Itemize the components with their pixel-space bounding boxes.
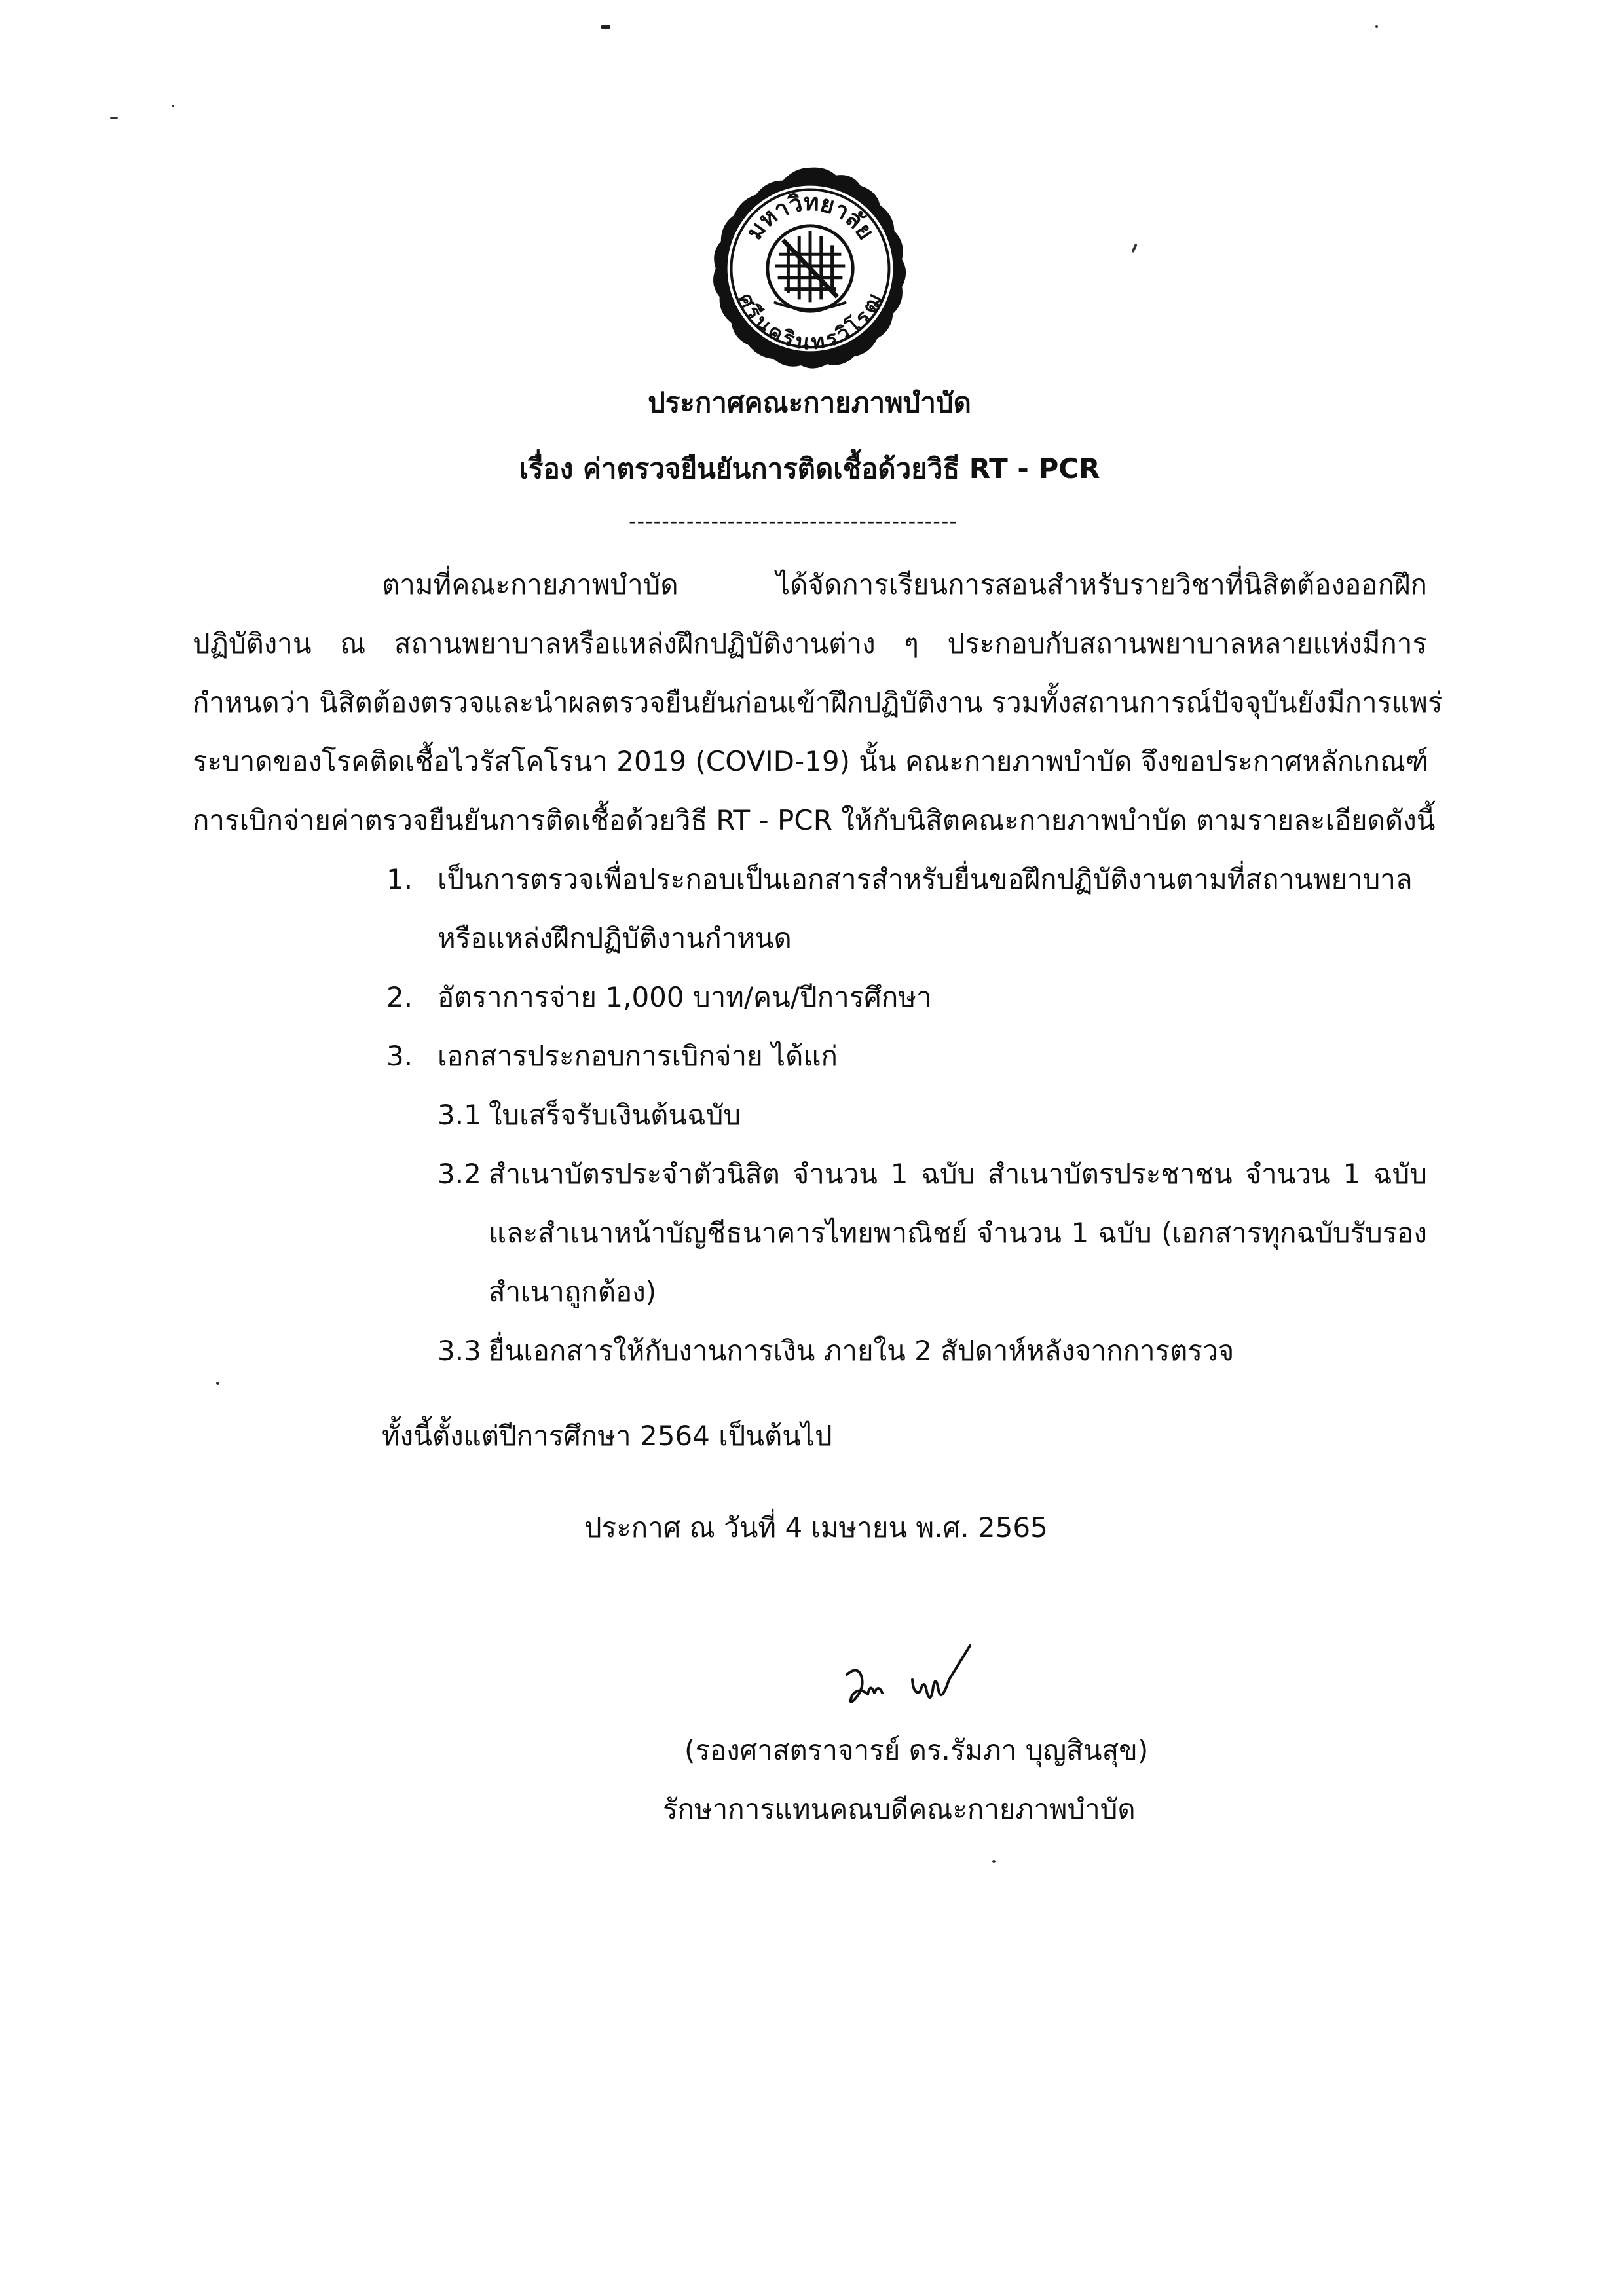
- paragraph-line: ปฏิบัติงาน ณ สถานพยาบาลหรือแหล่งฝึกปฏิบัติงานต่าง ๆ ประกอบกับสถานพยาบาลหลายแห่งมีการ: [193, 627, 1427, 659]
- scan-speck: [601, 25, 610, 29]
- list-item-text: เอกสารประกอบการเบิกจ่าย ได้แก่: [437, 1040, 838, 1072]
- paragraph-line: ตามที่คณะกายภาพบำบัด ได้จัดการเรียนการสอนสำหรับรายวิชาที่นิสิตต้องออกฝึก: [382, 568, 1427, 601]
- subitem-text: ใบเสร็จรับเงินต้นฉบับ: [489, 1099, 741, 1131]
- scan-speck: [1131, 244, 1138, 253]
- paragraph-line: กำหนดว่า นิสิตต้องตรวจและนำผลตรวจยืนยันก่อนเข้าฝึกปฏิบัติงาน รวมทั้งสถานการณ์ปัจจุบันยังมีการแพร่: [193, 686, 1443, 718]
- paragraph-line: การเบิกจ่ายค่าตรวจยืนยันการติดเชื้อด้วยวิธี RT - PCR ให้กับนิสิตคณะกายภาพบำบัด ตามรายละเอียดดังนี้: [193, 804, 1436, 836]
- heading-separator: ----------------------------------------: [629, 511, 958, 532]
- announcement-org: ประกาศคณะกายภาพบำบัด: [648, 386, 971, 418]
- scan-speck: [172, 105, 174, 107]
- subitem-text: ยื่นเอกสารให้กับงานการเงิน ภายใน 2 สัปดาห์หลังจากการตรวจ: [489, 1335, 1235, 1367]
- subitem-number: 3.1: [437, 1099, 481, 1131]
- subitem-number: 3.2: [437, 1158, 481, 1190]
- list-item-text: เป็นการตรวจเพื่อประกอบเป็นเอกสารสำหรับยื่นขอฝึกปฏิบัติงานตามที่สถานพยาบาล: [437, 863, 1413, 895]
- list-item-text: หรือแหล่งฝึกปฏิบัติงานกำหนด: [437, 922, 792, 954]
- paragraph-line: ระบาดของโรคติดเชื้อไวรัสโคโรนา 2019 (COVID-19) นั้น คณะกายภาพบำบัด จึงขอประกาศหลักเกณฑ์: [193, 745, 1428, 777]
- handwritten-signature: [828, 1640, 1025, 1729]
- seal-arc-bottom-text: ศรีนครินทรวิโรฒ: [733, 289, 887, 355]
- scan-speck: [1375, 25, 1378, 28]
- subitem-number: 3.3: [437, 1335, 481, 1367]
- scan-speck: [992, 1860, 996, 1863]
- subitem-text: และสำเนาหน้าบัญชีธนาคารไทยพาณิชย์ จำนวน 1 ฉบับ (เอกสารทุกฉบับรับรอง: [489, 1217, 1427, 1249]
- scan-speck: [216, 1382, 219, 1385]
- scan-speck: [110, 117, 118, 119]
- subitem-text: สำเนาถูกต้อง): [489, 1276, 657, 1308]
- announcement-subject: เรื่อง ค่าตรวจยืนยันการติดเชื้อด้วยวิธี RT - PCR: [519, 453, 1100, 485]
- list-item-text: อัตราการจ่าย 1,000 บาท/คน/ปีการศึกษา: [437, 981, 932, 1013]
- university-seal-logo: [707, 164, 914, 371]
- announcement-date: ประกาศ ณ วันที่ 4 เมษายน พ.ศ. 2565: [584, 1511, 1048, 1544]
- list-item-number: 2.: [386, 981, 413, 1013]
- signatory-position: รักษาการแทนคณบดีคณะกายภาพบำบัด: [663, 1793, 1136, 1825]
- subitem-text: สำเนาบัตรประจำตัวนิสิต จำนวน 1 ฉบับ สำเนาบัตรประชาชน จำนวน 1 ฉบับ: [489, 1158, 1427, 1190]
- signatory-name: (รองศาสตราจารย์ ดร.รัมภา บุญสินสุข): [684, 1734, 1149, 1766]
- effective-statement: ทั้งนี้ตั้งแต่ปีการศึกษา 2564 เป็นต้นไป: [382, 1420, 832, 1452]
- list-item-number: 1.: [386, 863, 413, 895]
- list-item-number: 3.: [386, 1040, 413, 1072]
- seal-arc-top-text: มหาวิทยาลัย: [741, 189, 880, 245]
